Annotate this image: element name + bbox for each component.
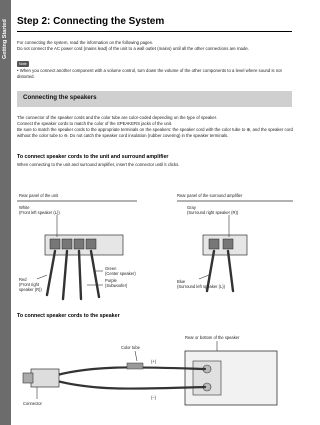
body-line-2: Connect the speaker cords to match the color of the SPEAKERS jacks of the unit. <box>17 121 173 126</box>
gray-desc: (Surround right speaker (R)) <box>187 210 239 215</box>
green-label: Green <box>105 266 117 271</box>
title-divider <box>17 31 292 32</box>
speaker-rear-label: Rear or bottom of the speaker <box>185 335 240 340</box>
sidebar-label: Getting Started <box>2 19 8 59</box>
amplifier-panel <box>203 215 247 255</box>
unit-cords <box>47 251 99 299</box>
red-desc-1: (Front right <box>19 282 40 287</box>
red-desc-2: speaker (R)) <box>19 287 42 292</box>
connector <box>23 369 59 387</box>
section-title: Connecting the speakers <box>23 94 97 101</box>
body-line-3: Be sure to match the speaker cords to the appropriate terminals on the speakers: the speaker cord with the color tube to ⊕, and the speaker cord without the color tube to ⊖. Do not catch the speaker cord insulation (rubber covering) in the speaker terminals. <box>17 127 293 139</box>
speaker-terminal-diagram <box>17 325 293 420</box>
amp-rear-panel-label: Rear panel of the surround amplifier <box>177 193 243 198</box>
purple-desc: (Subwoofer) <box>105 283 128 288</box>
white-label: White <box>19 205 30 210</box>
speaker-body <box>185 351 277 405</box>
gray-label: Gray <box>187 205 196 210</box>
unit-rear-panel-label: Rear panel of the unit <box>19 193 59 198</box>
red-label: Red <box>19 277 27 282</box>
subhead-unit: To connect speaker cords to the unit and surround amplifier <box>17 154 169 160</box>
subhead-speaker: To connect speaker cords to the speaker <box>17 313 120 319</box>
blue-desc: (Surround left speaker (L)) <box>177 284 226 289</box>
body-line-1: The connector of the speaker cords and the color tube are color-coded depending on the type of speaker. <box>17 115 218 120</box>
white-desc: (Front left speaker (L)) <box>19 210 60 215</box>
note-badge: Note <box>19 62 27 66</box>
intro-line-1: For connecting the system, read the information on the following pages. <box>17 40 154 45</box>
subhead-unit-text: When connecting to the unit and surround amplifier, insert the connector until it clicks. <box>17 162 180 167</box>
section-header <box>17 91 292 107</box>
color-tube-label: Color tube <box>121 345 140 350</box>
color-tube <box>127 363 143 369</box>
sidebar-tab <box>0 0 11 425</box>
page-title: Step 2: Connecting the System <box>17 16 165 27</box>
connector-label: Connector <box>23 401 42 406</box>
note-text: • When you connect another component with a volume control, turn down the volume of the other components to a level where sound is not distorted. <box>17 68 282 80</box>
plus-label: (+) <box>151 359 157 364</box>
minus-label: (–) <box>151 395 157 400</box>
speaker-connection-diagram <box>17 175 293 303</box>
purple-label: Purple <box>105 278 117 283</box>
intro-line-2: Do not connect the AC power cord (mains lead) of the unit to a wall outlet (mains) until all the other connections are made. <box>17 46 249 51</box>
blue-label: Blue <box>177 279 186 284</box>
speaker-cords <box>57 367 205 388</box>
green-desc: (Center speaker) <box>105 271 136 276</box>
unit-panel <box>45 215 123 255</box>
